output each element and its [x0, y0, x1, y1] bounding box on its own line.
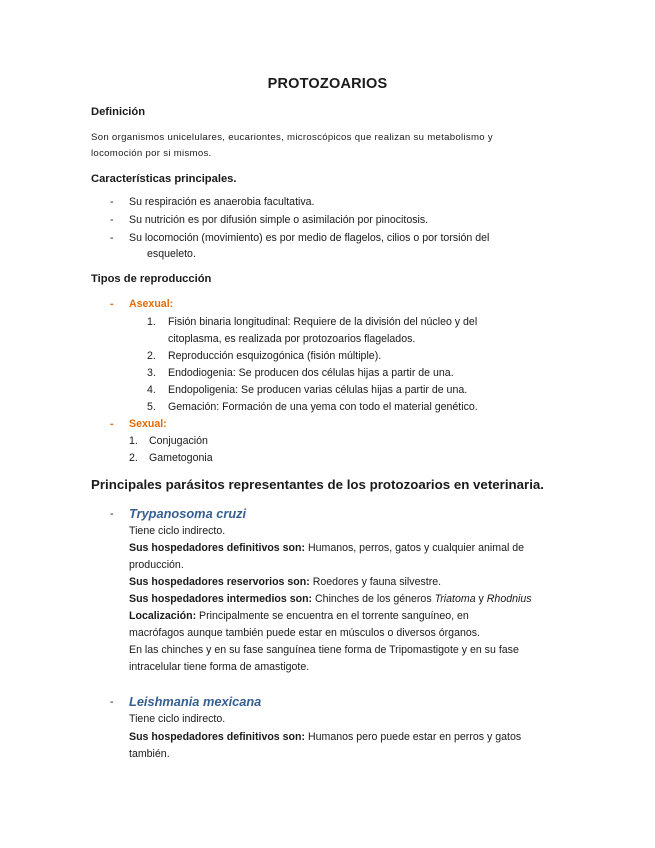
characteristics-heading: Características principales. — [91, 173, 237, 185]
asexual-item: Gemación: Formación de una yema con todo el material genético. — [168, 401, 478, 413]
forms-text: En las chinches y en su fase sanguínea tiene forma de Tripomastigote y en su fase — [129, 644, 519, 656]
characteristic-item-cont: esqueleto. — [147, 248, 196, 260]
definition-line: Son organismos unicelulares, eucariontes, microscópicos que realizan su metabolismo y — [91, 132, 493, 143]
definitive-hosts-cont: producción. — [129, 559, 184, 571]
intermediate-hosts: Sus hospedadores intermedios son: Chinches de los géneros Triatoma y Rhodnius — [129, 593, 532, 605]
definitive-hosts-cont: también. — [129, 748, 170, 760]
reproduction-heading: Tipos de reproducción — [91, 273, 212, 285]
definitive-hosts: Sus hospedadores definitivos son: Humanos, perros, gatos y cualquier animal de — [129, 542, 525, 554]
dash-bullet: - — [110, 696, 114, 708]
characteristic-item: Su respiración es anaerobia facultativa. — [129, 196, 315, 208]
asexual-item: Fisión binaria longitudinal: Requiere de la división del núcleo y del — [168, 316, 478, 328]
asexual-item: Endodiogenia: Se producen dos células hijas a partir de una. — [168, 367, 454, 379]
list-number: 4. — [147, 384, 156, 396]
forms-text-cont: intracelular tiene forma de amastigote. — [129, 661, 310, 673]
definition-line: locomoción por si mismos. — [91, 148, 212, 159]
cycle-text: Tiene ciclo indirecto. — [129, 525, 226, 537]
dash-bullet: - — [110, 508, 114, 520]
characteristic-item: Su nutrición es por difusión simple o asimilación por pinocitosis. — [129, 214, 429, 226]
sexual-label: Sexual: — [129, 418, 167, 430]
dash-bullet: - — [110, 196, 114, 208]
species-name: Trypanosoma cruzi — [129, 506, 247, 521]
asexual-item: Endopoligenia: Se producen varias células hijas a partir de una. — [168, 384, 468, 396]
asexual-item: Reproducción esquizogónica (fisión múltiple). — [168, 350, 382, 362]
sexual-item: Gametogonia — [149, 452, 213, 464]
dash-bullet: - — [110, 418, 114, 430]
reservoir-hosts: Sus hospedadores reservorios son: Roedores y fauna silvestre. — [129, 576, 442, 588]
list-number: 1. — [129, 435, 138, 447]
species-name: Leishmania mexicana — [129, 694, 262, 709]
location-text-cont: macrófagos aunque también puede estar en músculos o diversos órganos. — [129, 627, 480, 639]
list-number: 5. — [147, 401, 156, 413]
dash-bullet: - — [110, 214, 114, 226]
definition-heading: Definición — [91, 106, 146, 118]
dash-bullet: - — [110, 298, 114, 310]
parasites-heading: Principales parásitos representantes de los protozoarios en veterinaria. — [91, 477, 544, 492]
page-title: PROTOZOARIOS — [267, 76, 388, 92]
asexual-item-cont: citoplasma, es realizada por protozoarios flagelados. — [168, 333, 416, 345]
characteristic-item: Su locomoción (movimiento) es por medio de flagelos, cilios o por torsión del — [129, 232, 490, 244]
list-number: 1. — [147, 316, 156, 328]
cycle-text: Tiene ciclo indirecto. — [129, 713, 226, 725]
list-number: 2. — [147, 350, 156, 362]
sexual-item: Conjugación — [149, 435, 208, 447]
list-number: 3. — [147, 367, 156, 379]
definitive-hosts: Sus hospedadores definitivos son: Humanos pero puede estar en perros y gatos — [129, 731, 522, 743]
location-text: Localización: Principalmente se encuentra en el torrente sanguíneo, en — [129, 610, 469, 622]
asexual-label: Asexual: — [129, 298, 174, 310]
list-number: 2. — [129, 452, 138, 464]
dash-bullet: - — [110, 232, 114, 244]
